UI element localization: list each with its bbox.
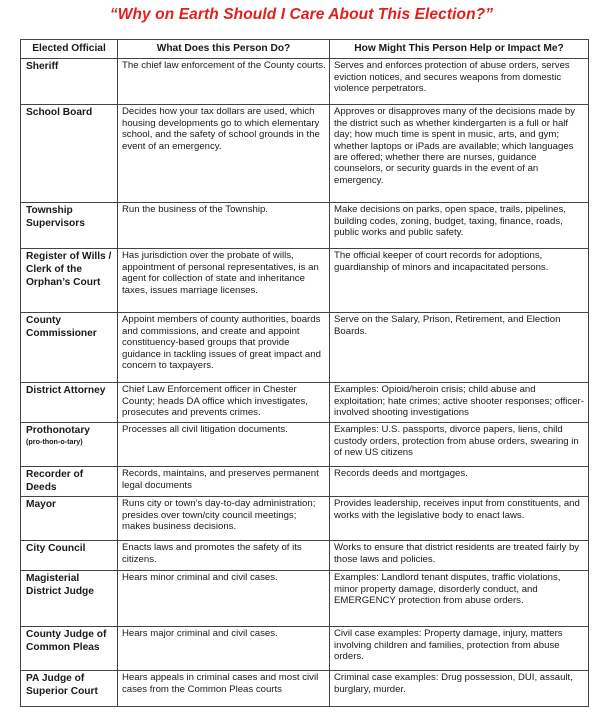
official-cell	[21, 497, 118, 541]
official-name: County Judge of Common Pleas	[26, 629, 107, 654]
table-row	[21, 671, 589, 707]
official-cell	[21, 571, 118, 627]
official-cell	[21, 203, 118, 249]
role-description: Chief Law Enforcement officer in Chester County; heads DA office which investigates, prosecutes and prevents crimes.	[118, 383, 330, 423]
table-row	[21, 467, 589, 497]
official-name: Sheriff	[26, 61, 59, 73]
role-description: The chief law enforcement of the County courts.	[118, 59, 330, 105]
role-description: Has jurisdiction over the probate of wills, appointment of personal representatives, is an agent for collection of state and inheritance taxes, issues marriage licenses.	[118, 249, 330, 313]
role-description: Processes all civil litigation documents.	[118, 423, 330, 467]
impact-description: Examples: Landlord tenant disputes, traffic violations, minor property damage, disorderly conduct, and EMERGENCY protection from abuse orders.	[330, 571, 589, 627]
table-row	[21, 627, 589, 671]
official-name: County Commissioner	[26, 315, 97, 340]
official-name: City Council	[26, 543, 86, 555]
official-cell	[21, 541, 118, 571]
role-description: Hears major criminal and civil cases.	[118, 627, 330, 671]
official-cell	[21, 467, 118, 497]
table-row	[21, 497, 589, 541]
official-cell	[21, 627, 118, 671]
official-cell	[21, 59, 118, 105]
impact-description: The official keeper of court records for adoptions, guardianship of minors and incapacitated persons.	[330, 249, 589, 313]
page-title: “Why on Earth Should I Care About This Election?”	[109, 6, 494, 23]
impact-description: Works to ensure that district residents are treated fairly by those laws and policies.	[330, 541, 589, 571]
impact-description: Serve on the Salary, Prison, Retirement, and Election Boards.	[330, 313, 589, 383]
official-name: Township Supervisors	[26, 205, 85, 230]
table-row	[21, 249, 589, 313]
impact-description: Records deeds and mortgages.	[330, 467, 589, 497]
official-name: PA Judge of Superior Court	[26, 673, 98, 698]
table-header-row	[21, 40, 589, 59]
table-row	[21, 59, 589, 105]
header-impact: How Might This Person Help or Impact Me?	[330, 40, 589, 59]
table-row	[21, 571, 589, 627]
official-name: Magisterial District Judge	[26, 573, 94, 598]
table-row	[21, 423, 589, 467]
table-row	[21, 541, 589, 571]
role-description: Runs city or town’s day-to-day administration; presides over town/city council meetings; makes business decisions.	[118, 497, 330, 541]
table-body	[21, 59, 589, 707]
impact-description: Make decisions on parks, open space, trails, pipelines, building codes, zoning, budget, taxing, finance, roads, public works and public safety.	[330, 203, 589, 249]
role-description: Records, maintains, and preserves permanent legal documents	[118, 467, 330, 497]
table-row	[21, 383, 589, 423]
table-row	[21, 313, 589, 383]
official-cell	[21, 313, 118, 383]
role-description: Enacts laws and promotes the safety of its citizens.	[118, 541, 330, 571]
official-name: Register of Wills / Clerk of the Orphan’s Court	[26, 251, 112, 289]
role-description: Appoint members of county authorities, boards and commissions, and create and appoint constituency-based groups that provide guidance in tackling issues of great impact and concern to taxpayers.	[118, 313, 330, 383]
official-name: Recorder of Deeds	[26, 469, 84, 494]
role-description: Hears appeals in criminal cases and most civil cases from the Common Pleas courts	[118, 671, 330, 707]
pronunciation-note: (pro-thon-o-tary)	[26, 437, 83, 447]
official-cell	[21, 105, 118, 203]
officials-table	[20, 39, 589, 707]
role-description: Hears minor criminal and civil cases.	[118, 571, 330, 627]
official-cell	[21, 383, 118, 423]
impact-description: Approves or disapproves many of the decisions made by the district such as whether kindergarten is a full or half day; how much time is spent in music, arts, and gym; whether laptops or iPads are available; which languages are offered; whether there are nurses, guidance counselors, or security guards in the event of an emergency.	[330, 105, 589, 203]
official-name: Prothonotary	[26, 425, 90, 437]
impact-description: Serves and enforces protection of abuse orders, serves eviction notices, and secures weapons from domestic violence perpetrators.	[330, 59, 589, 105]
official-name: School Board	[26, 107, 93, 119]
impact-description: Examples: U.S. passports, divorce papers, liens, child custody orders, protection from abuse orders, swearing in of new US citizens	[330, 423, 589, 467]
impact-description: Civil case examples: Property damage, injury, matters involving children and families, protection from abuse orders.	[330, 627, 589, 671]
impact-description: Provides leadership, receives input from constituents, and works with the legislative body to enact laws.	[330, 497, 589, 541]
impact-description: Criminal case examples: Drug possession, DUI, assault, burglary, murder.	[330, 671, 589, 707]
table-row	[21, 203, 589, 249]
impact-description: Examples: Opioid/heroin crisis; child abuse and exploitation; hate crimes; active shooter responses; officer-involved shooting investigations	[330, 383, 589, 423]
official-cell	[21, 423, 118, 467]
official-name: Mayor	[26, 499, 57, 511]
official-name: District Attorney	[26, 385, 106, 397]
official-cell	[21, 671, 118, 707]
header-what-they-do: What Does this Person Do?	[118, 40, 330, 59]
header-elected-official: Elected Official	[21, 40, 118, 59]
role-description: Decides how your tax dollars are used, which housing developments go to which elementary school, and the safety of school grounds in the event of an emergency.	[118, 105, 330, 203]
role-description: Run the business of the Township.	[118, 203, 330, 249]
table-row	[21, 105, 589, 203]
official-cell	[21, 249, 118, 313]
